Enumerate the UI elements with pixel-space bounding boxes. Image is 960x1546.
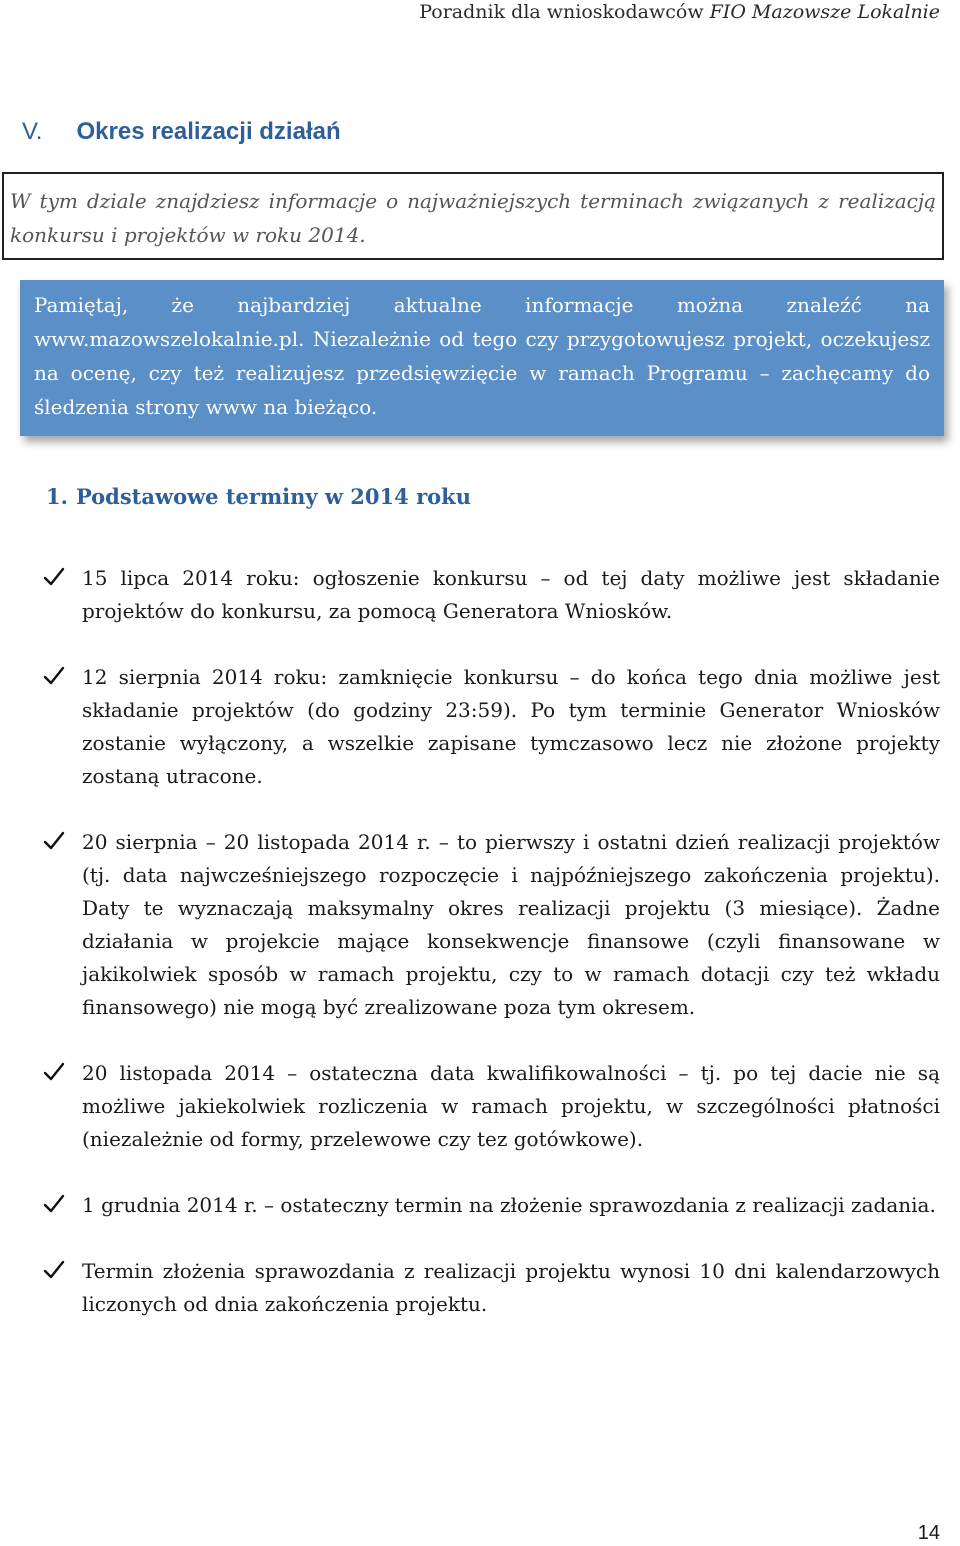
notice-box: Pamiętaj, że najbardziej aktualne informacje można znaleźć na www.mazowszelokalnie.pl. Niezależnie od tego czy przygotowujesz projekt, oczekujesz na ocenę, czy też realizujesz przedsięwzięcie w ramach Programu – zachęcamy do śledzenia strony www na bieżąco. — [20, 280, 944, 436]
subsection-number: 1. — [46, 484, 68, 509]
subsection-title — [46, 484, 471, 509]
check-icon — [42, 1192, 66, 1216]
term-item — [38, 1057, 940, 1156]
running-header — [419, 0, 940, 24]
term-text: 15 lipca 2014 roku: ogłoszenie konkursu – od tej daty możliwe jest składanie projektów do konkursu, za pomocą Generatora Wniosków. — [82, 566, 940, 623]
check-icon — [42, 1060, 66, 1084]
check-icon — [42, 829, 66, 853]
term-text: 20 listopada 2014 – ostateczna data kwalifikowalności – tj. po tej dacie nie są możliwe jakiekolwiek rozliczenia w ramach projektu, w szczególności płatności (niezależnie od formy, przelewowe czy tez gotówkowe). — [82, 1061, 940, 1151]
term-text: 1 grudnia 2014 r. – ostateczny termin na złożenie sprawozdania z realizacji zadania. — [82, 1193, 936, 1217]
terms-list — [38, 562, 940, 1321]
section-number: V. — [22, 118, 43, 145]
term-text: 20 sierpnia – 20 listopada 2014 r. – to pierwszy i ostatni dzień realizacji projektów (tj. data najwcześniejszego rozpoczęcie i najpóźniejszego zakończenia projektu). Daty te wyznaczają maksymalny okres realizacji projektu (3 miesiące). Żadne działania w projekcie mające konsekwencje finansowe (czyli finansowane w jakikolwiek sposób w ramach projektu, czy to w ramach dotacji czy też wkładu finansowego) nie mogą być zrealizowane poza tym okresem. — [82, 830, 940, 1019]
term-item — [38, 1189, 940, 1222]
term-item — [38, 1255, 940, 1321]
intro-box: W tym dziale znajdziesz informacje o najważniejszych terminach związanych z realizacją konkursu i projektów w roku 2014. — [2, 172, 944, 260]
check-icon — [42, 1258, 66, 1282]
term-text: 12 sierpnia 2014 roku: zamknięcie konkursu – do końca tego dnia możliwe jest składanie projektów (do godziny 23:59). Po tym terminie Generator Wniosków zostanie wyłączony, a wszelkie zapisane tymczasowo lecz nie złożone projekty zostaną utracone. — [82, 665, 940, 788]
section-title — [22, 118, 341, 146]
running-header-program: FIO Mazowsze Lokalnie — [709, 1, 940, 23]
subsection-title-text: Podstawowe terminy w 2014 roku — [75, 484, 471, 509]
term-text: Termin złożenia sprawozdania z realizacji projektu wynosi 10 dni kalendarzowych liczonych od dnia zakończenia projektu. — [82, 1259, 940, 1316]
check-icon — [42, 565, 66, 589]
section-title-text: Okres realizacji działań — [76, 118, 341, 145]
term-item — [38, 562, 940, 628]
term-item — [38, 661, 940, 793]
term-item — [38, 826, 940, 1024]
check-icon — [42, 664, 66, 688]
page-number: 14 — [917, 1522, 940, 1544]
running-header-prefix: Poradnik dla wnioskodawców — [419, 1, 710, 23]
